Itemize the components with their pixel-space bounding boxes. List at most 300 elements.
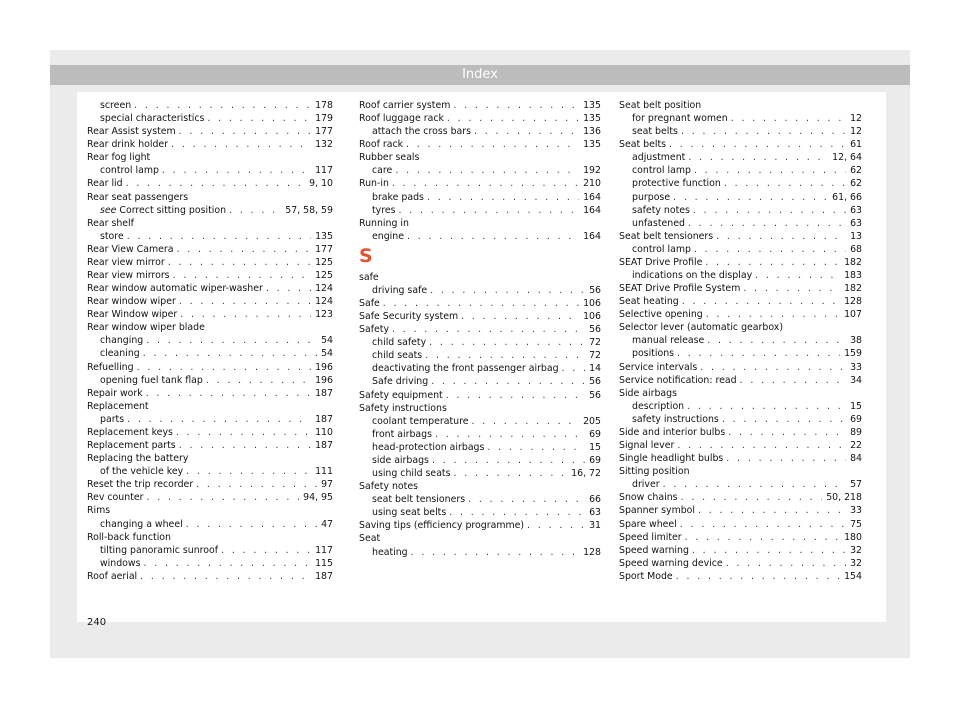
index-entry (619, 557, 862, 570)
index-subentry (619, 177, 862, 190)
page-reference: 54 (321, 335, 333, 347)
dot-leader (176, 426, 311, 439)
page-reference: 124 (315, 296, 333, 308)
dot-leader (716, 230, 846, 243)
dot-leader (146, 491, 299, 504)
index-entry (619, 504, 862, 517)
page-reference: 128 (844, 296, 862, 308)
index-entry (359, 99, 601, 112)
entry-term: of the vehicle key (100, 466, 184, 478)
index-subentry (359, 230, 601, 243)
page-reference: 106 (583, 311, 601, 323)
index-entry (359, 310, 601, 323)
dot-leader (140, 570, 311, 583)
dot-leader (474, 125, 579, 138)
page-reference: 14 (589, 363, 601, 375)
page-reference: 69 (589, 428, 601, 440)
dot-leader (705, 256, 840, 269)
index-heading: Replacing the battery (87, 453, 189, 465)
index-subentry (619, 400, 862, 413)
entry-term: tilting panoramic sunroof (100, 544, 219, 556)
entry-term: Speed limiter (619, 531, 682, 543)
dot-leader (392, 323, 585, 336)
entry-term: Safety equipment (359, 389, 443, 401)
page-reference: 66 (589, 494, 601, 506)
entry-term: special characteristics (100, 113, 205, 125)
dot-leader (143, 347, 317, 360)
dot-leader (677, 347, 840, 360)
dot-leader (186, 465, 311, 478)
page-reference: 205 (583, 415, 601, 427)
dot-leader (399, 204, 580, 217)
entry-term: seat belt tensioners (372, 494, 466, 506)
see-target: Correct sitting position (119, 204, 227, 216)
entry-term: driving safe (372, 284, 428, 296)
entry-term: engine (372, 230, 404, 242)
index-heading: Side airbags (619, 387, 677, 399)
index-entry (87, 361, 333, 374)
entry-term: Rear Window wiper (87, 309, 178, 321)
entry-term: Repair work (87, 387, 143, 399)
index-entry (87, 256, 333, 269)
index-heading: Safety instructions (359, 402, 447, 414)
page-reference: 187 (315, 413, 333, 425)
dot-leader (447, 112, 579, 125)
page-reference: 187 (315, 440, 333, 452)
page-reference: 15 (850, 400, 862, 412)
page-reference: 192 (583, 165, 601, 177)
dot-leader (453, 99, 579, 112)
index-subentry (87, 347, 333, 360)
index-entry (87, 269, 333, 282)
dot-leader (694, 164, 846, 177)
index-subentry (359, 454, 601, 467)
index-heading: Seat (359, 533, 381, 545)
page-reference: 187 (315, 570, 333, 582)
entry-term: Roof aerial (87, 570, 138, 582)
index-entry (619, 452, 862, 465)
dot-leader (676, 570, 840, 583)
index-entry (87, 387, 333, 400)
entry-term: brake pads (372, 191, 424, 203)
index-entry (87, 177, 333, 190)
index-subentry (619, 191, 862, 204)
page-reference: 32 (850, 544, 862, 556)
page-reference: 72 (589, 350, 601, 362)
index-subentry (619, 269, 862, 282)
page-reference: 68 (850, 243, 862, 255)
entry-term: tyres (372, 204, 396, 216)
entry-term: Roof rack (359, 139, 404, 151)
dot-leader (179, 125, 311, 138)
entry-term: control lamp (632, 243, 691, 255)
index-subentry (359, 362, 601, 375)
dot-leader (395, 164, 579, 177)
entry-term: care (372, 165, 393, 177)
dot-leader (669, 138, 846, 151)
entry-term: store (100, 230, 124, 242)
dot-leader (127, 413, 311, 426)
page-reference: 32 (850, 557, 862, 569)
index-subentry (87, 112, 333, 125)
index-heading: Replacement (87, 400, 149, 412)
index-subentry (359, 284, 601, 297)
dot-leader (663, 478, 846, 491)
page-reference: 179 (315, 113, 333, 125)
index-subentry (87, 230, 333, 243)
page-reference: 62 (850, 178, 862, 190)
entry-term: Service notification: read (619, 374, 737, 386)
page-reference: 135 (583, 100, 601, 111)
entry-term: Roof carrier system (359, 100, 451, 111)
index-subentry (619, 217, 862, 230)
dot-leader (162, 164, 311, 177)
page-reference: 50, 218 (826, 492, 862, 504)
index-subentry (619, 151, 862, 164)
dot-leader (134, 99, 311, 112)
dot-leader (127, 230, 311, 243)
page-reference: 62 (850, 165, 862, 177)
entry-term: safety notes (632, 204, 690, 216)
index-entry (87, 439, 333, 452)
entry-term: Safe driving (372, 376, 429, 388)
entry-term: Safe (359, 298, 380, 310)
index-subentry (619, 112, 862, 125)
entry-term: driver (632, 479, 660, 491)
dot-leader (168, 256, 311, 269)
page-reference: 57, 58, 59 (285, 204, 333, 216)
dot-leader (126, 177, 306, 190)
dot-leader (449, 506, 585, 519)
entry-term: Rear window wiper (87, 296, 176, 308)
index-heading: Rims (87, 505, 111, 517)
index-heading: Rubber seals (359, 152, 420, 164)
entry-term: control lamp (100, 165, 159, 177)
entry-term: purpose (632, 191, 671, 203)
index-subentry (359, 375, 601, 388)
page-reference: 75 (850, 518, 862, 530)
entry-term: heating (372, 546, 408, 558)
page-reference: 31 (589, 520, 601, 532)
page-reference: 136 (583, 126, 601, 138)
index-subentry (619, 243, 862, 256)
index-subentry (87, 334, 333, 347)
entry-term: changing a wheel (100, 518, 183, 530)
dot-leader (726, 557, 846, 570)
dot-leader (700, 361, 846, 374)
dot-leader (429, 336, 585, 349)
page-reference: 63 (850, 217, 862, 229)
index-entry (619, 256, 862, 269)
index-heading: Rear seat passengers (87, 191, 189, 203)
page-reference: 56 (589, 389, 601, 401)
index-subentry (87, 413, 333, 426)
page-reference: 69 (850, 413, 862, 425)
dot-leader (383, 297, 579, 310)
dot-leader (724, 177, 846, 190)
entry-term: Rear view mirrors (87, 270, 170, 282)
page-reference: 135 (315, 230, 333, 242)
index-entry (619, 138, 862, 151)
index-heading: Rear shelf (87, 217, 134, 229)
index-entry (619, 491, 862, 504)
dot-leader (722, 413, 846, 426)
see-word: see (100, 204, 117, 216)
index-see-reference (87, 204, 333, 217)
index-entry (359, 297, 601, 310)
page-reference: 115 (315, 557, 333, 569)
page-reference: 63 (589, 507, 601, 519)
index-subentry (359, 441, 601, 454)
entry-term: Replacement keys (87, 426, 173, 438)
page-reference: 69 (589, 454, 601, 466)
index-subentry (619, 413, 862, 426)
dot-leader (673, 191, 828, 204)
entry-term: SEAT Drive Profile System (619, 283, 741, 295)
entry-term: Rear lid (87, 178, 123, 190)
dot-leader (427, 191, 579, 204)
entry-term: Safe Security system (359, 311, 459, 323)
dot-leader (425, 349, 585, 362)
dot-leader (487, 441, 585, 454)
index-heading: Safety notes (359, 481, 418, 493)
dot-leader (755, 269, 840, 282)
page-reference: 107 (844, 309, 862, 321)
index-entry (87, 138, 333, 151)
page-reference: 164 (583, 191, 601, 203)
dot-leader (229, 204, 281, 217)
index-entry (359, 323, 601, 336)
entry-term: Rear drink holder (87, 139, 169, 151)
page-reference: 125 (315, 270, 333, 282)
page-reference: 210 (583, 178, 601, 190)
index-header: Index (50, 65, 910, 85)
entry-term: Seat belts (619, 139, 667, 151)
page-reference: 34 (850, 374, 862, 386)
entry-term: parts (100, 413, 125, 425)
index-entry (87, 478, 333, 491)
index-subentry (359, 204, 601, 217)
page-reference: 183 (844, 270, 862, 282)
dot-leader (430, 284, 585, 297)
entry-term: Speed warning (619, 544, 689, 556)
index-column-1 (87, 99, 333, 583)
page-reference: 196 (315, 361, 333, 373)
index-entry (87, 125, 333, 138)
page-reference: 84 (850, 453, 862, 465)
dot-leader (461, 310, 579, 323)
dot-leader (698, 504, 846, 517)
dot-leader (196, 478, 317, 491)
page-reference: 56 (589, 376, 601, 388)
index-subentry (619, 164, 862, 177)
page-reference: 57 (850, 479, 862, 491)
dot-leader (221, 544, 311, 557)
index-entry (87, 243, 333, 256)
dot-leader (179, 295, 311, 308)
dot-leader (468, 493, 585, 506)
entry-term: opening fuel tank flap (100, 374, 203, 386)
entry-term: adjustment (632, 152, 686, 164)
dot-leader (685, 531, 840, 544)
dot-leader (432, 454, 585, 467)
entry-term: using seat belts (372, 507, 447, 519)
entry-term: Reset the trip recorder (87, 479, 194, 491)
entry-term: windows (100, 557, 141, 569)
index-entry (619, 282, 862, 295)
dot-leader (692, 544, 846, 557)
dot-leader (146, 334, 317, 347)
page-reference: 15 (589, 441, 601, 453)
index-entry (619, 531, 862, 544)
index-entry (619, 570, 862, 583)
index-heading: Selector lever (automatic gearbox) (619, 322, 783, 334)
index-subentry (359, 349, 601, 362)
page-reference: 154 (844, 570, 862, 582)
dot-leader (406, 138, 579, 151)
index-entry (359, 177, 601, 190)
dot-leader (693, 204, 846, 217)
page-reference: 12, 64 (832, 152, 862, 164)
entry-term: Saving tips (efficiency programme) (359, 520, 525, 532)
entry-term: child safety (372, 337, 427, 349)
index-subentry (619, 125, 862, 138)
index-column-3 (619, 99, 862, 583)
entry-term: Roof luggage rack (359, 113, 444, 125)
index-subentry (359, 125, 601, 138)
entry-term: Signal lever (619, 440, 675, 452)
dot-leader (137, 361, 312, 374)
dot-leader (731, 112, 846, 125)
dot-leader (186, 518, 317, 531)
entry-term: side airbags (372, 454, 429, 466)
index-subentry (87, 374, 333, 387)
entry-term: Seat belt tensioners (619, 230, 714, 242)
page-reference: 164 (583, 204, 601, 216)
index-entry (87, 282, 333, 295)
entry-term: Rear window automatic wiper-washer (87, 283, 263, 295)
dot-leader (677, 439, 846, 452)
index-entry (619, 426, 862, 439)
entry-term: screen (100, 100, 132, 111)
page-reference: 33 (850, 505, 862, 517)
page-reference: 106 (583, 298, 601, 310)
page-reference: 63 (850, 204, 862, 216)
entry-term: Refuelling (87, 361, 134, 373)
dot-leader (446, 389, 585, 402)
page-reference: 89 (850, 426, 862, 438)
index-heading: safe (359, 271, 379, 283)
page-reference: 117 (315, 165, 333, 177)
page-reference: 61 (850, 139, 862, 151)
page-reference: 9, 10 (309, 178, 333, 190)
dot-leader (740, 374, 846, 387)
index-subentry (359, 506, 601, 519)
dot-leader (687, 400, 846, 413)
index-subentry (87, 518, 333, 531)
page-reference: 33 (850, 361, 862, 373)
entry-term: description (632, 400, 685, 412)
entry-term: Rear view mirror (87, 256, 165, 268)
page-reference: 164 (583, 230, 601, 242)
index-subentry (359, 546, 601, 559)
dot-leader (527, 519, 585, 532)
dot-leader (173, 269, 312, 282)
dot-leader (411, 546, 579, 559)
page-reference: 12 (850, 113, 862, 125)
see-reference (100, 204, 226, 217)
page-reference: 22 (850, 440, 862, 452)
page-reference: 110 (315, 426, 333, 438)
page-reference: 72 (589, 337, 601, 349)
index-subentry (87, 99, 333, 112)
entry-term: unfastened (632, 217, 685, 229)
entry-term: attach the cross bars (372, 126, 472, 138)
dot-leader (179, 439, 311, 452)
dot-leader (206, 374, 311, 387)
page-reference: 177 (315, 126, 333, 138)
dot-leader (207, 112, 311, 125)
index-entry (87, 426, 333, 439)
page-reference: 97 (321, 479, 333, 491)
entry-term: Selective opening (619, 309, 703, 321)
index-subentry (619, 347, 862, 360)
index-entry (619, 544, 862, 557)
dot-leader (680, 518, 846, 531)
dot-leader (706, 308, 840, 321)
entry-term: coolant temperature (372, 415, 469, 427)
page-reference: 56 (589, 324, 601, 336)
entry-term: front airbags (372, 428, 433, 440)
dot-leader (681, 125, 846, 138)
page-reference: 135 (583, 139, 601, 151)
page-reference: 132 (315, 139, 333, 151)
index-entry (619, 230, 862, 243)
index-entry (359, 138, 601, 151)
dot-leader (143, 557, 311, 570)
page-reference: 124 (315, 283, 333, 295)
page-reference: 187 (315, 387, 333, 399)
dot-leader (266, 282, 311, 295)
index-heading: Running in (359, 217, 409, 229)
entry-term: using child seats (372, 468, 451, 480)
dot-leader (694, 243, 846, 256)
entry-term: Seat heating (619, 296, 679, 308)
index-entry (359, 112, 601, 125)
entry-term: safety instructions (632, 413, 719, 425)
section-letter: S (359, 244, 373, 267)
entry-term: indications on the display (632, 270, 753, 282)
entry-term: Sport Mode (619, 570, 673, 582)
index-heading: Seat belt position (619, 100, 702, 111)
index-entry (619, 518, 862, 531)
index-entry (619, 374, 862, 387)
page-reference: 128 (583, 546, 601, 558)
entry-term: Service intervals (619, 361, 698, 373)
page-reference: 135 (583, 113, 601, 125)
page-reference: 182 (844, 256, 862, 268)
index-subentry (87, 557, 333, 570)
index-subentry (359, 336, 601, 349)
dot-leader (707, 334, 846, 347)
index-subentry (359, 191, 601, 204)
dot-leader (431, 375, 585, 388)
entry-term: Snow chains (619, 492, 678, 504)
index-entry (359, 389, 601, 402)
index-subentry (359, 415, 601, 428)
entry-term: protective function (632, 178, 721, 190)
page-reference: 180 (844, 531, 862, 543)
